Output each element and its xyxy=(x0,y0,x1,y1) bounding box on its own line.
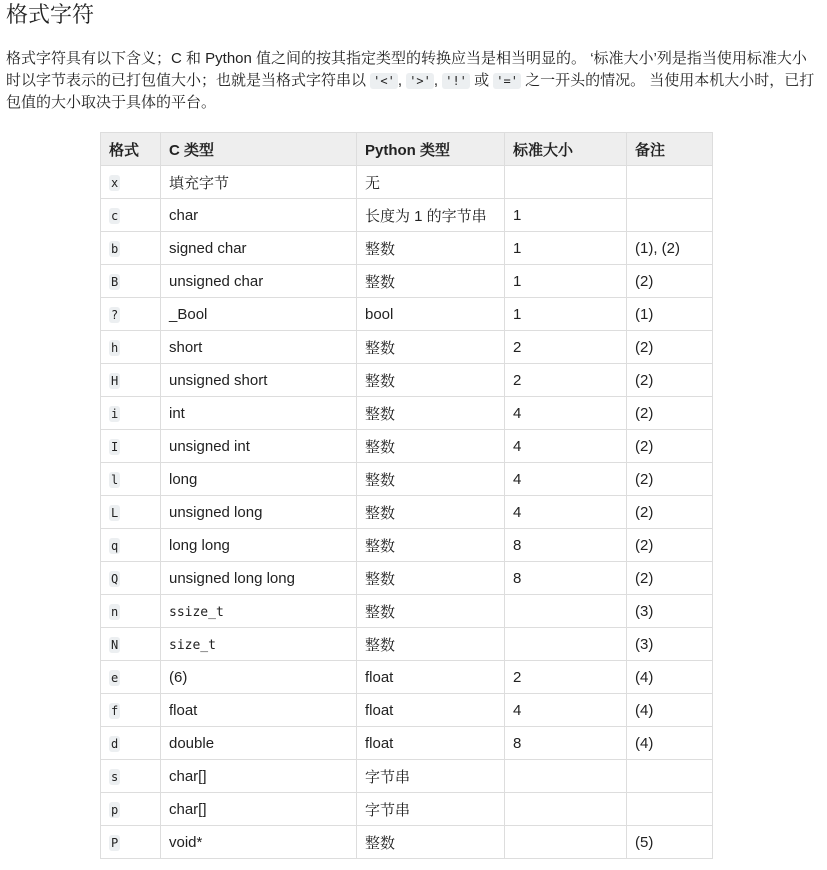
cell-standard-size-text: 1 xyxy=(513,305,522,323)
cell-standard-size xyxy=(505,265,627,298)
cell-notes-text: (2) xyxy=(635,503,654,521)
table-row xyxy=(101,199,713,232)
cell-notes xyxy=(627,232,713,265)
code-network: '!' xyxy=(442,73,470,89)
cell-standard-size-text: 4 xyxy=(513,404,522,422)
format-code: B xyxy=(111,274,119,289)
cell-python-type xyxy=(357,628,505,661)
table-row xyxy=(101,397,713,430)
intro-sep: , xyxy=(433,72,443,89)
cell-format xyxy=(101,694,161,727)
cell-python-type-text: bool xyxy=(365,305,394,323)
cell-standard-size xyxy=(505,562,627,595)
cell-standard-size xyxy=(505,166,627,199)
cell-c-type xyxy=(161,331,357,364)
cell-standard-size-text: 4 xyxy=(513,437,522,455)
cell-python-type xyxy=(357,166,505,199)
cell-standard-size xyxy=(505,529,627,562)
cell-c-type xyxy=(161,793,357,826)
cell-python-type-text: 整数 xyxy=(365,603,396,621)
intro-sep: 或 xyxy=(469,72,494,89)
cell-notes-text: (5) xyxy=(635,833,654,851)
cell-c-type-text: int xyxy=(169,404,185,422)
cell-c-type xyxy=(161,694,357,727)
cell-format xyxy=(101,331,161,364)
format-code: h xyxy=(111,340,119,355)
cell-standard-size xyxy=(505,760,627,793)
c-type-text: ssize_t xyxy=(169,604,224,620)
cell-notes-text: (3) xyxy=(635,635,654,653)
cell-standard-size xyxy=(505,232,627,265)
cell-python-type-text: 整数 xyxy=(365,273,396,291)
cell-python-type-text: float xyxy=(365,701,394,719)
cell-format xyxy=(101,232,161,265)
cell-standard-size xyxy=(505,694,627,727)
cell-notes xyxy=(627,199,713,232)
cell-standard-size xyxy=(505,661,627,694)
cell-c-type-text: char[] xyxy=(169,767,207,785)
intro-text-2: 之一开头的情况。 当使用本机大小时，已打包值的大小取决于具体的平台。 xyxy=(6,72,815,111)
table-row xyxy=(101,232,713,265)
cell-notes xyxy=(627,760,713,793)
cell-c-type-text: char[] xyxy=(169,800,207,818)
header-standard-size: 标准大小 xyxy=(505,133,627,166)
cell-notes xyxy=(627,595,713,628)
cell-python-type xyxy=(357,562,505,595)
cell-format xyxy=(101,298,161,331)
cell-format xyxy=(101,166,161,199)
header-python-type: Python 类型 xyxy=(357,133,505,166)
cell-format xyxy=(101,661,161,694)
c-type-text: size_t xyxy=(169,637,216,653)
cell-standard-size-text: 8 xyxy=(513,569,522,587)
cell-format xyxy=(101,496,161,529)
table-row xyxy=(101,331,713,364)
format-code: e xyxy=(111,670,119,685)
cell-notes xyxy=(627,364,713,397)
cell-format xyxy=(101,463,161,496)
cell-standard-size-text: 1 xyxy=(513,206,522,224)
intro-text-1: 格式字符具有以下含义；C 和 Python 值之间的按其指定类型的转换应当是相当明显的。 ‘标准大小’列是指当使用标准大小时以字节表示的已打包值大小；也就是当格式字符串以 xyxy=(6,50,807,89)
cell-standard-size xyxy=(505,463,627,496)
cell-c-type xyxy=(161,166,357,199)
cell-standard-size-text: 2 xyxy=(513,371,522,389)
cell-python-type xyxy=(357,430,505,463)
format-code: L xyxy=(111,505,119,520)
cell-notes-text: (4) xyxy=(635,701,654,719)
cell-c-type xyxy=(161,232,357,265)
cell-notes xyxy=(627,397,713,430)
format-code: q xyxy=(111,538,119,553)
cell-standard-size xyxy=(505,430,627,463)
table-row xyxy=(101,496,713,529)
code-native: '=' xyxy=(493,73,521,89)
cell-standard-size-text: 8 xyxy=(513,734,522,752)
table-row xyxy=(101,595,713,628)
cell-notes-text: (2) xyxy=(635,371,654,389)
table-row xyxy=(101,529,713,562)
cell-standard-size xyxy=(505,727,627,760)
cell-c-type-text: unsigned char xyxy=(169,272,264,290)
format-code: p xyxy=(111,802,119,817)
cell-python-type-text: 整数 xyxy=(365,471,396,489)
cell-standard-size xyxy=(505,793,627,826)
cell-c-type-text: unsigned short xyxy=(169,371,268,389)
cell-notes-text: (2) xyxy=(635,470,654,488)
cell-standard-size xyxy=(505,199,627,232)
cell-python-type xyxy=(357,463,505,496)
cell-c-type xyxy=(161,760,357,793)
cell-python-type xyxy=(357,727,505,760)
table-row xyxy=(101,628,713,661)
cell-c-type-text: long long xyxy=(169,536,230,554)
cell-standard-size-text: 8 xyxy=(513,536,522,554)
cell-notes xyxy=(627,727,713,760)
cell-standard-size xyxy=(505,298,627,331)
cell-c-type xyxy=(161,628,357,661)
table-row xyxy=(101,793,713,826)
cell-format xyxy=(101,430,161,463)
cell-python-type xyxy=(357,331,505,364)
cell-python-type xyxy=(357,496,505,529)
cell-c-type-text: short xyxy=(169,338,203,356)
format-code: H xyxy=(111,373,119,388)
table-row xyxy=(101,430,713,463)
header-format: 格式 xyxy=(101,133,161,166)
format-code: f xyxy=(111,703,119,718)
table-row xyxy=(101,826,713,859)
cell-notes-text: (2) xyxy=(635,437,654,455)
cell-format xyxy=(101,826,161,859)
cell-c-type xyxy=(161,199,357,232)
cell-c-type-text: 填充字节 xyxy=(169,174,230,192)
table-row xyxy=(101,166,713,199)
cell-standard-size-text: 4 xyxy=(513,503,522,521)
cell-notes xyxy=(627,463,713,496)
cell-standard-size-text: 4 xyxy=(513,701,522,719)
cell-c-type-text: (6) xyxy=(169,668,188,686)
format-code: n xyxy=(111,604,119,619)
cell-standard-size xyxy=(505,397,627,430)
format-code: c xyxy=(111,208,119,223)
cell-c-type xyxy=(161,298,357,331)
format-code: d xyxy=(111,736,119,751)
table-row xyxy=(101,562,713,595)
cell-notes xyxy=(627,430,713,463)
cell-standard-size-text: 1 xyxy=(513,272,522,290)
cell-c-type xyxy=(161,463,357,496)
cell-notes xyxy=(627,661,713,694)
cell-format xyxy=(101,265,161,298)
cell-format xyxy=(101,529,161,562)
cell-python-type-text: 整数 xyxy=(365,405,396,423)
cell-standard-size-text: 4 xyxy=(513,470,522,488)
cell-format xyxy=(101,727,161,760)
cell-format xyxy=(101,628,161,661)
cell-notes xyxy=(627,628,713,661)
cell-format xyxy=(101,595,161,628)
cell-python-type-text: 整数 xyxy=(365,240,396,258)
cell-standard-size-text: 2 xyxy=(513,668,522,686)
table-row xyxy=(101,694,713,727)
cell-notes-text: (2) xyxy=(635,272,654,290)
cell-python-type xyxy=(357,595,505,628)
cell-notes xyxy=(627,793,713,826)
cell-c-type-text: signed char xyxy=(169,239,247,257)
cell-notes-text: (2) xyxy=(635,536,654,554)
format-code: Q xyxy=(111,571,119,586)
table-row xyxy=(101,727,713,760)
format-code: x xyxy=(111,175,119,190)
cell-format xyxy=(101,199,161,232)
cell-standard-size xyxy=(505,595,627,628)
cell-python-type xyxy=(357,661,505,694)
cell-standard-size xyxy=(505,628,627,661)
cell-python-type-text: 整数 xyxy=(365,504,396,522)
table-body xyxy=(101,166,713,859)
cell-python-type-text: 整数 xyxy=(365,570,396,588)
cell-format xyxy=(101,793,161,826)
table-row xyxy=(101,463,713,496)
cell-notes-text: (3) xyxy=(635,602,654,620)
cell-notes xyxy=(627,331,713,364)
cell-python-type-text: 整数 xyxy=(365,834,396,852)
format-code: P xyxy=(111,835,119,850)
cell-python-type xyxy=(357,364,505,397)
cell-python-type xyxy=(357,694,505,727)
cell-standard-size xyxy=(505,826,627,859)
cell-notes-text: (2) xyxy=(635,338,654,356)
cell-python-type xyxy=(357,265,505,298)
code-little-endian: '<' xyxy=(370,73,398,89)
cell-python-type-text: 字节串 xyxy=(365,768,411,786)
cell-python-type-text: 字节串 xyxy=(365,801,411,819)
header-c-type: C 类型 xyxy=(161,133,357,166)
cell-notes xyxy=(627,826,713,859)
cell-notes xyxy=(627,496,713,529)
cell-notes xyxy=(627,166,713,199)
cell-c-type xyxy=(161,397,357,430)
cell-notes xyxy=(627,529,713,562)
cell-c-type xyxy=(161,661,357,694)
cell-python-type xyxy=(357,760,505,793)
cell-c-type xyxy=(161,826,357,859)
table-row xyxy=(101,364,713,397)
cell-notes-text: (1), (2) xyxy=(635,239,680,257)
cell-notes xyxy=(627,562,713,595)
cell-c-type-text: long xyxy=(169,470,198,488)
cell-python-type-text: 整数 xyxy=(365,339,396,357)
header-notes: 备注 xyxy=(627,133,713,166)
cell-notes xyxy=(627,298,713,331)
cell-python-type xyxy=(357,199,505,232)
cell-standard-size-text: 1 xyxy=(513,239,522,257)
cell-format xyxy=(101,562,161,595)
cell-format xyxy=(101,364,161,397)
cell-python-type xyxy=(357,826,505,859)
cell-notes-text: (4) xyxy=(635,734,654,752)
cell-python-type xyxy=(357,232,505,265)
cell-standard-size xyxy=(505,364,627,397)
cell-notes-text: (1) xyxy=(635,305,654,323)
cell-c-type-text: unsigned long xyxy=(169,503,263,521)
format-characters-table xyxy=(100,132,713,859)
table-header-row xyxy=(101,133,713,166)
format-code: l xyxy=(111,472,119,487)
cell-c-type-text: void* xyxy=(169,833,203,851)
code-big-endian: '>' xyxy=(406,73,434,89)
cell-c-type xyxy=(161,727,357,760)
cell-c-type-text: unsigned long long xyxy=(169,569,295,587)
cell-standard-size-text: 2 xyxy=(513,338,522,356)
format-code: s xyxy=(111,769,119,784)
intro-paragraph xyxy=(6,48,818,114)
cell-python-type-text: 整数 xyxy=(365,537,396,555)
cell-format xyxy=(101,397,161,430)
table-row xyxy=(101,661,713,694)
table-row xyxy=(101,760,713,793)
cell-python-type-text: 无 xyxy=(365,174,381,192)
format-code: i xyxy=(111,406,119,421)
format-code: ? xyxy=(111,307,119,322)
cell-c-type-text: float xyxy=(169,701,198,719)
cell-python-type-text: 长度为 1 的字节串 xyxy=(365,207,487,225)
cell-notes xyxy=(627,694,713,727)
cell-c-type-text: double xyxy=(169,734,215,752)
cell-standard-size xyxy=(505,331,627,364)
format-code: I xyxy=(111,439,119,454)
cell-c-type-text: unsigned int xyxy=(169,437,250,455)
cell-python-type xyxy=(357,529,505,562)
cell-python-type-text: 整数 xyxy=(365,438,396,456)
cell-c-type xyxy=(161,562,357,595)
cell-python-type xyxy=(357,298,505,331)
cell-c-type-text: char xyxy=(169,206,199,224)
cell-c-type xyxy=(161,265,357,298)
cell-notes-text: (2) xyxy=(635,404,654,422)
page-title: 格式字符 xyxy=(6,2,95,27)
table-row xyxy=(101,298,713,331)
table-row xyxy=(101,265,713,298)
cell-notes-text: (2) xyxy=(635,569,654,587)
cell-c-type xyxy=(161,529,357,562)
cell-notes-text: (4) xyxy=(635,668,654,686)
cell-python-type-text: 整数 xyxy=(365,636,396,654)
cell-format xyxy=(101,760,161,793)
cell-python-type-text: float xyxy=(365,734,394,752)
cell-c-type xyxy=(161,496,357,529)
cell-c-type xyxy=(161,430,357,463)
cell-python-type xyxy=(357,793,505,826)
cell-python-type xyxy=(357,397,505,430)
cell-c-type xyxy=(161,595,357,628)
cell-notes xyxy=(627,265,713,298)
cell-standard-size xyxy=(505,496,627,529)
format-code: N xyxy=(111,637,119,652)
cell-c-type-text: _Bool xyxy=(169,305,208,323)
cell-python-type-text: 整数 xyxy=(365,372,396,390)
cell-python-type-text: float xyxy=(365,668,394,686)
format-code: b xyxy=(111,241,119,256)
intro-sep: , xyxy=(397,72,407,89)
cell-c-type xyxy=(161,364,357,397)
